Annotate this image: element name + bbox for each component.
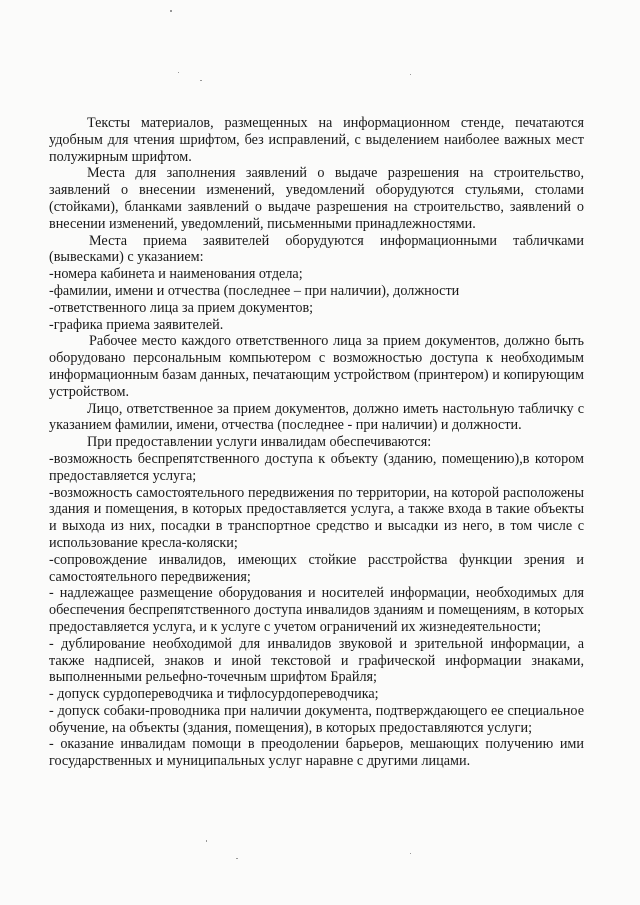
list-item: -возможность беспрепятственного доступа к объекту (зданию, помещению),в котором предоставляется услуга; (49, 450, 584, 484)
paragraph-responsible-person: Лицо, ответственное за прием документов, должно иметь настольную табличку с указанием фамилии, имени, отчества (последнее - при наличии) и должности. (49, 400, 584, 434)
list-item: -возможность самостоятельного передвижения по территории, на которой расположены здания и помещения, в которых предоставляется услуга, а также входа в такие объекты и выхода из них, посадки в транспортное средство и высадки из него, в том числе с использование кресла-коляски; (49, 484, 584, 551)
list-item: -графика приема заявителей. (49, 316, 224, 333)
list-item: - оказание инвалидам помощи в преодолении барьеров, мешающих получению ими государственных и муниципальных услуг наравне с другими лицами. (49, 736, 584, 770)
scan-speck (170, 10, 172, 12)
list-item: - допуск сурдопереводчика и тифлосурдопереводчика; (49, 686, 379, 703)
paragraph-disabled-provisions: При предоставлении услуги инвалидам обеспечиваются: (87, 434, 432, 451)
paragraph-workplace: Рабочее место каждого ответственного лица за прием документов, должно быть оборудовано персональным компьютером с возможностью доступа к необходимым информационным базам данных, печатающим устройством (принтером) и копирующим устройством. (49, 333, 584, 400)
scan-speck (206, 840, 207, 842)
scan-speck (178, 72, 179, 73)
list-item: - дублирование необходимой для инвалидов звуковой и зрительной информации, а также надписей, знаков и иной текстовой и графической информации знаками, выполненными рельефно-точечным шрифтом Брайля; (49, 635, 584, 686)
document-body (49, 115, 584, 770)
paragraph-stand-texts: Тексты материалов, размещенных на информационном стенде, печатаются удобным для чтения шрифтом, без исправлений, с выделением наиболее важных мест полужирным шрифтом. (49, 115, 584, 165)
list-item: -номера кабинета и наименования отдела; (49, 266, 303, 283)
scan-speck (236, 858, 238, 859)
list-item: -сопровождение инвалидов, имеющих стойкие расстройства функции зрения и самостоятельного передвижения; (49, 551, 584, 585)
paragraph-filling-places: Места для заполнения заявлений о выдаче разрешения на строительство, заявлений о внесении изменений, уведомлений оборудуются стульями, столами (стойками), бланками заявлений о выдаче разрешения на строительство, заявлений о внесении изменений, уведомлений, письменными принадлежностями. (49, 165, 584, 232)
list-item: -ответственного лица за прием документов; (49, 299, 314, 316)
scan-speck (410, 74, 411, 75)
scan-speck (200, 80, 202, 81)
list-item: - допуск собаки-проводника при наличии документа, подтверждающего ее специальное обучение, на объекты (здания, помещения), в которых предоставляются услуги; (49, 702, 584, 736)
list-item: - надлежащее размещение оборудования и носителей информации, необходимых для обеспечения беспрепятственного доступа инвалидов зданиям и помещениям, в которых предоставляется услуга, и к услуге с учетом ограничений их жизнедеятельности; (49, 585, 584, 635)
paragraph-reception-places: Места приема заявителей оборудуются информационными табличками (вывесками) с указанием: (49, 232, 584, 266)
scan-speck (410, 853, 411, 854)
list-item: -фамилии, имени и отчества (последнее – при наличии), должности (49, 282, 460, 299)
